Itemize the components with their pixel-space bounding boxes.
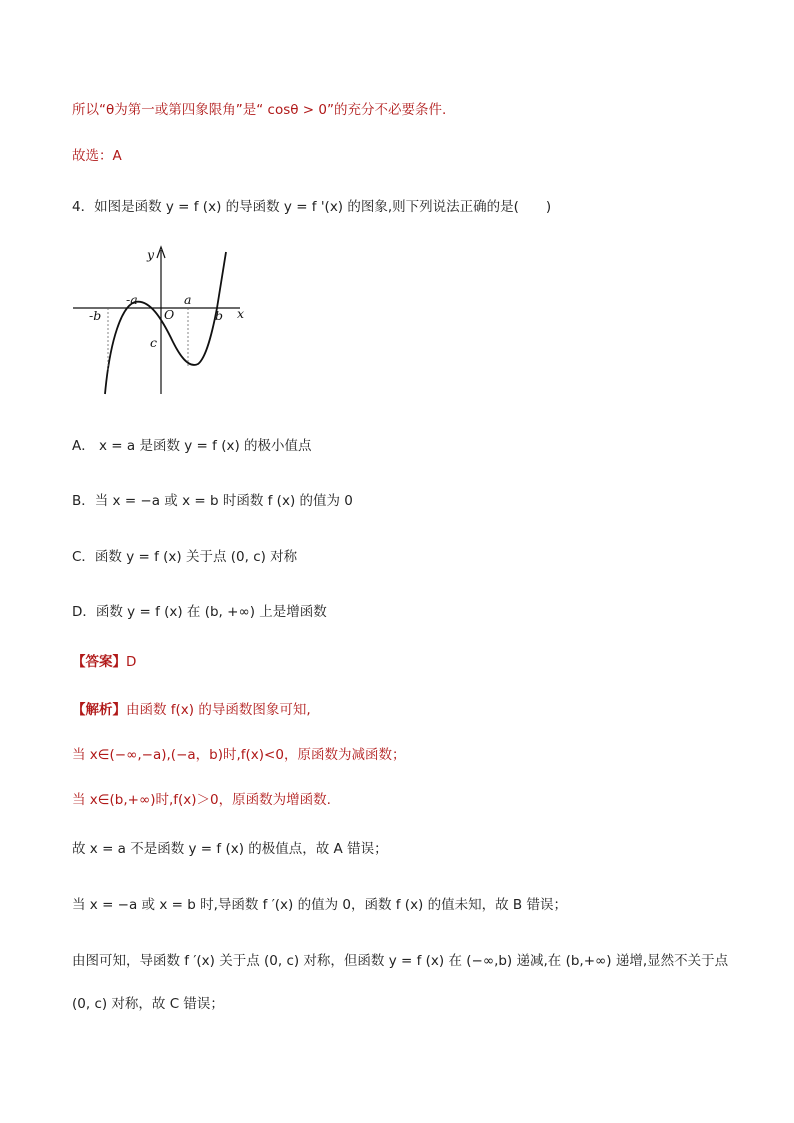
choice-line: 故选：A [72,148,122,164]
analysis-line-2: 当 x∈(−∞,−a),(−a，b)时,f(x)<0，原函数为减函数； [72,747,406,763]
analysis-line-6: 由图可知，导函数 f ′(x) 关于点 (0, c) 对称，但函数 y = f (x) 在 (−∞,b) 递减,在 (b,+∞) 递增,显然不关于点 [72,953,729,969]
analysis-text: 由函数 f(x) 的导函数图象可知, [126,702,311,718]
c-label: c [150,335,158,350]
neg-a-label: -a [126,292,138,307]
b-label: b [215,308,224,323]
analysis-line-4: 故 x = a 不是函数 y = f (x) 的极值点，故 A 错误； [72,841,388,857]
analysis-tag: 【解析】 [72,702,126,718]
analysis-line-5: 当 x = −a 或 x = b 时,导函数 f ′(x) 的值为 0，函数 f (x) 的值未知，故 B 错误； [72,897,567,913]
option-b: B．当 x = −a 或 x = b 时函数 f (x) 的值为 0 [72,493,353,509]
derivative-curve [105,252,226,394]
a-label: a [184,292,192,307]
question-stem: 4．如图是函数 y = f (x) 的导函数 y = f '(x) 的图象,则下列说法正确的是( ) [72,199,552,215]
neg-b-label: -b [89,308,102,323]
analysis-line-7: (0, c) 对称，故 C 错误； [72,996,224,1012]
answer-value: D [126,654,137,670]
analysis-line-3: 当 x∈(b,+∞)时,f(x)＞0，原函数为增函数. [72,792,331,808]
answer-tag: 【答案】 [72,654,126,670]
answer-line [72,652,136,672]
derivative-graph-svg [70,244,250,400]
derivative-graph [70,244,250,400]
conclusion-line: 所以“θ为第一或第四象限角”是“ cosθ > 0”的充分不必要条件. [72,102,447,118]
analysis-line-1 [72,700,311,720]
x-axis-label: x [237,306,245,321]
origin-label: O [164,307,175,322]
option-c: C．函数 y = f (x) 关于点 (0, c) 对称 [72,549,298,565]
option-a: A． x = a 是函数 y = f (x) 的极小值点 [72,438,312,454]
y-axis-label: y [147,247,155,262]
option-d: D．函数 y = f (x) 在 (b, +∞) 上是增函数 [72,604,327,620]
